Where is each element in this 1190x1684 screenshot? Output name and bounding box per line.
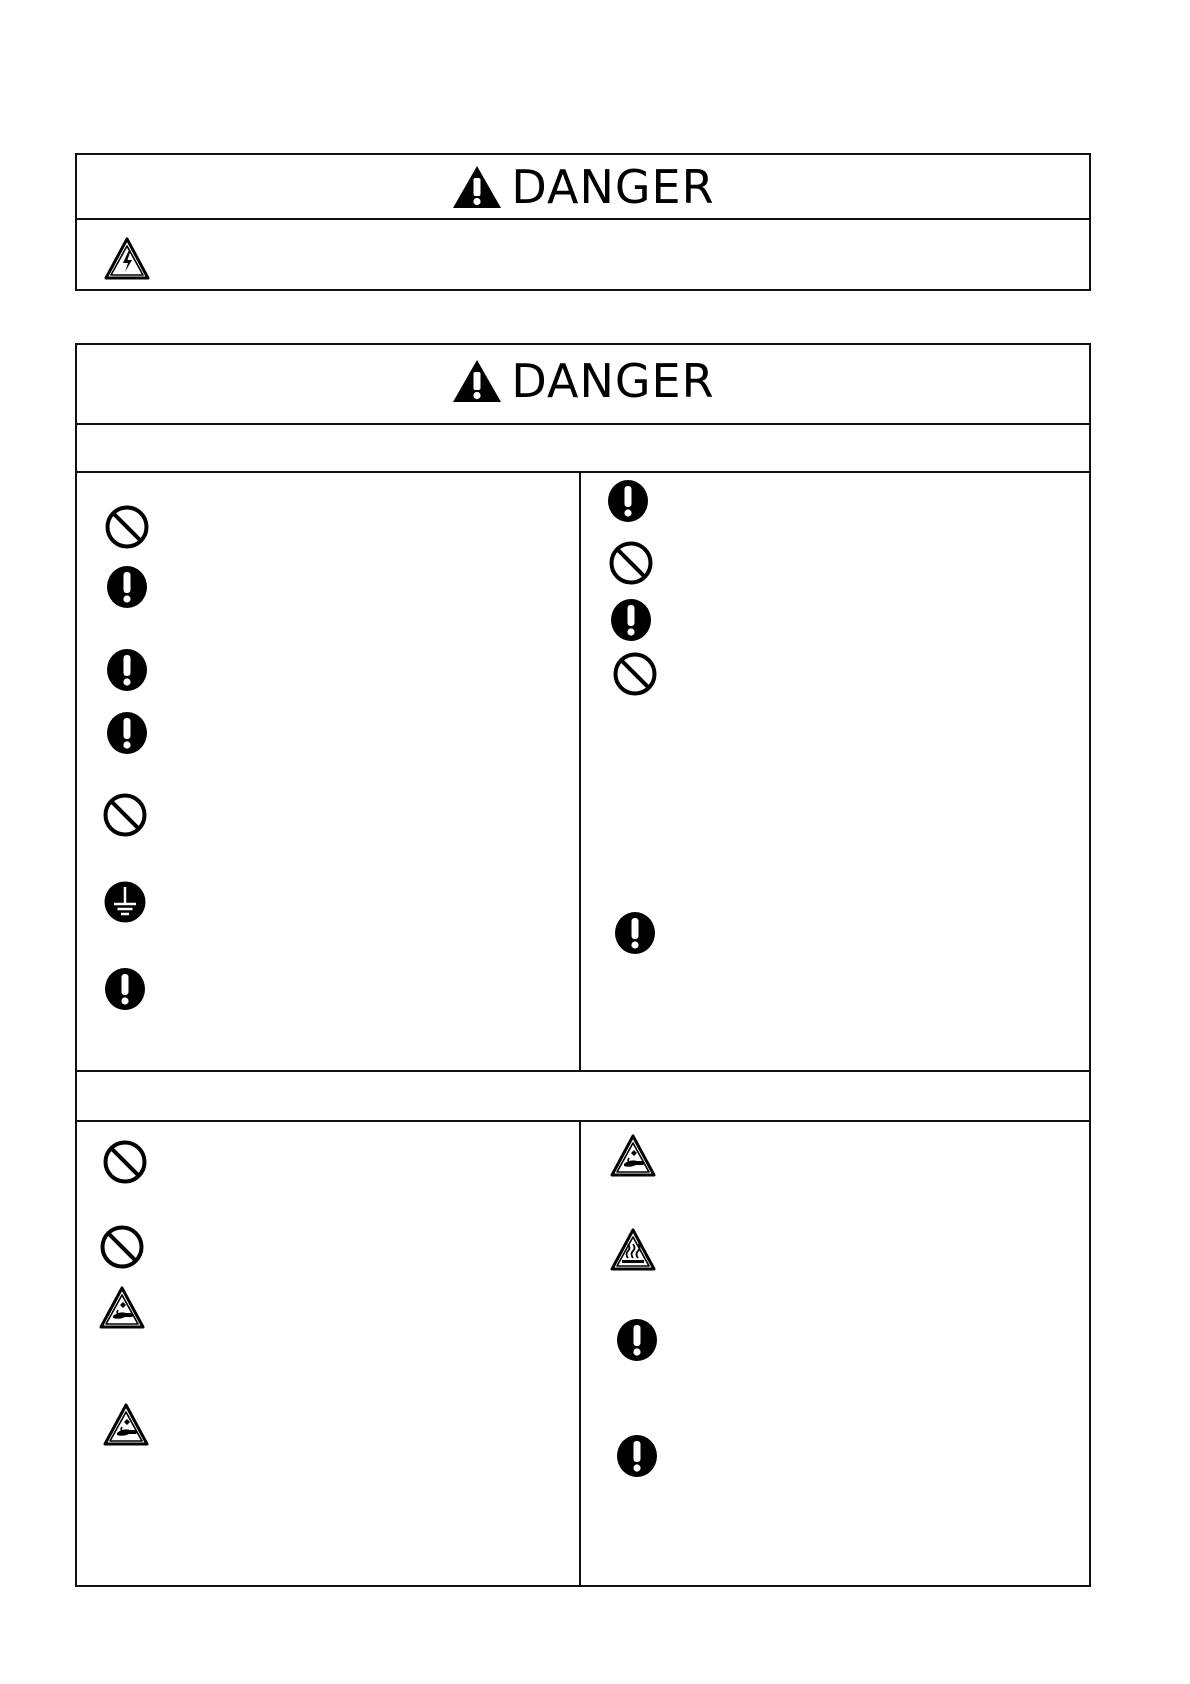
- prohibition-icon: [608, 540, 654, 586]
- hot-surface-warning-icon: [610, 1227, 656, 1273]
- danger-title: DANGER: [511, 354, 715, 408]
- mandatory-action-icon: [104, 564, 150, 610]
- danger-title: DANGER: [511, 160, 715, 214]
- prohibition-icon: [104, 504, 150, 550]
- column-divider: [579, 471, 581, 1071]
- mandatory-action-icon: [104, 647, 150, 693]
- danger-box-main: [75, 343, 1091, 1587]
- mandatory-action-icon: [605, 478, 651, 524]
- hand-injury-warning-icon: [99, 1285, 145, 1331]
- column-divider: [579, 1120, 581, 1587]
- prohibition-icon: [102, 792, 148, 838]
- divider: [77, 471, 1089, 473]
- danger-box-electric: [75, 153, 1091, 291]
- electric-shock-warning-icon: [104, 236, 150, 282]
- warning-triangle-exclamation-icon: [451, 358, 503, 404]
- hand-injury-warning-icon: [103, 1402, 149, 1448]
- danger-header: [77, 160, 1089, 214]
- prohibition-icon: [612, 651, 658, 697]
- danger-header: [77, 354, 1089, 408]
- mandatory-action-icon: [104, 710, 150, 756]
- mandatory-action-icon: [614, 1317, 660, 1363]
- grounding-icon: [102, 879, 148, 925]
- warning-triangle-exclamation-icon: [451, 164, 503, 210]
- divider: [77, 423, 1089, 425]
- divider: [77, 218, 1089, 220]
- hand-injury-warning-icon: [610, 1133, 656, 1179]
- prohibition-icon: [102, 1139, 148, 1185]
- mandatory-action-icon: [614, 1433, 660, 1479]
- prohibition-icon: [99, 1224, 145, 1270]
- mandatory-action-icon: [102, 966, 148, 1012]
- divider: [77, 1120, 1089, 1122]
- mandatory-action-icon: [608, 597, 654, 643]
- divider: [77, 1070, 1089, 1072]
- mandatory-action-icon: [612, 910, 658, 956]
